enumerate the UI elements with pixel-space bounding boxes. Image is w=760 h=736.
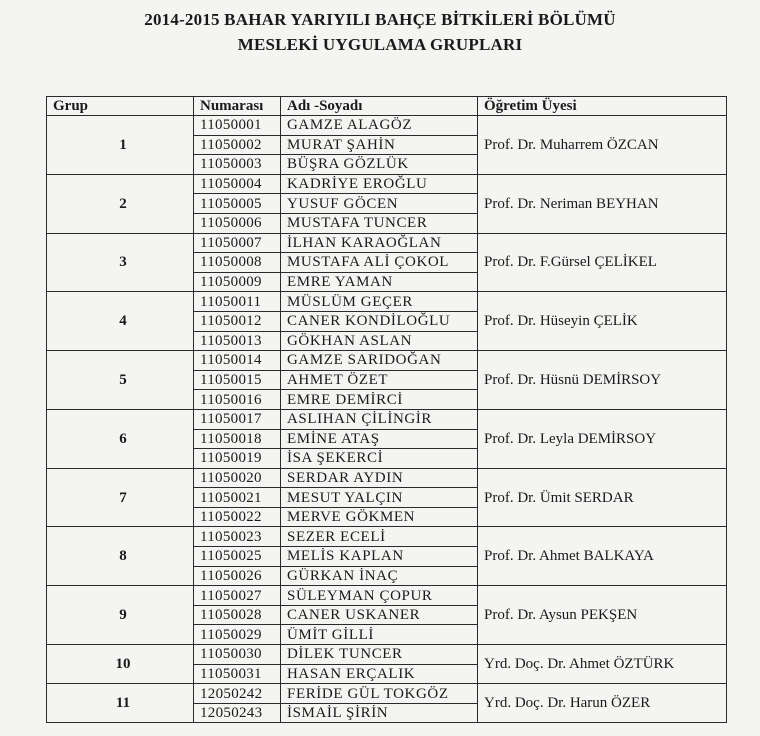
column-header-ad-soyad: Adı -Soyadı bbox=[281, 97, 478, 116]
table-row bbox=[47, 684, 727, 704]
column-header-grup: Grup bbox=[47, 97, 194, 116]
student-number: 12050243 bbox=[194, 703, 281, 723]
student-name: MUSTAFA TUNCER bbox=[281, 213, 478, 233]
document-subtitle: MESLEKİ UYGULAMA GRUPLARI bbox=[237, 35, 523, 54]
table-row bbox=[47, 468, 727, 488]
student-name: MURAT ŞAHİN bbox=[281, 135, 478, 155]
column-header-ogretim-uyesi: Öğretim Üyesi bbox=[478, 97, 727, 116]
table-row bbox=[47, 233, 727, 253]
student-number: 11050007 bbox=[194, 233, 281, 253]
student-number: 11050008 bbox=[194, 253, 281, 273]
student-number: 11050022 bbox=[194, 507, 281, 527]
student-number: 11050002 bbox=[194, 135, 281, 155]
group-number: 8 bbox=[47, 527, 194, 586]
student-number: 11050019 bbox=[194, 449, 281, 469]
student-number: 11050005 bbox=[194, 194, 281, 214]
student-name: YUSUF GÖCEN bbox=[281, 194, 478, 214]
group-number: 6 bbox=[47, 409, 194, 468]
student-name: FERİDE GÜL TOKGÖZ bbox=[281, 684, 478, 704]
group-number: 4 bbox=[47, 292, 194, 351]
student-number: 11050021 bbox=[194, 488, 281, 508]
student-number: 11050028 bbox=[194, 605, 281, 625]
group-number: 1 bbox=[47, 116, 194, 175]
student-number: 11050020 bbox=[194, 468, 281, 488]
groups-table bbox=[46, 96, 727, 723]
advisor-name: Prof. Dr. Ahmet BALKAYA bbox=[478, 527, 727, 586]
student-name: İLHAN KARAOĞLAN bbox=[281, 233, 478, 253]
student-number: 11050003 bbox=[194, 155, 281, 175]
advisor-name: Prof. Dr. Ümit SERDAR bbox=[478, 468, 727, 527]
student-number: 11050025 bbox=[194, 547, 281, 567]
student-number: 11050026 bbox=[194, 566, 281, 586]
student-number: 11050014 bbox=[194, 351, 281, 371]
student-name: MÜSLÜM GEÇER bbox=[281, 292, 478, 312]
student-name: GAMZE ALAGÖZ bbox=[281, 116, 478, 136]
student-name: MELİS KAPLAN bbox=[281, 547, 478, 567]
student-name: AHMET ÖZET bbox=[281, 370, 478, 390]
advisor-name: Prof. Dr. Hüseyin ÇELİK bbox=[478, 292, 727, 351]
table-row bbox=[47, 527, 727, 547]
advisor-name: Prof. Dr. Aysun PEKŞEN bbox=[478, 586, 727, 645]
advisor-name: Prof. Dr. F.Gürsel ÇELİKEL bbox=[478, 233, 727, 292]
student-number: 11050027 bbox=[194, 586, 281, 606]
student-name: MERVE GÖKMEN bbox=[281, 507, 478, 527]
student-name: SEZER ECELİ bbox=[281, 527, 478, 547]
group-number: 9 bbox=[47, 586, 194, 645]
student-number: 11050017 bbox=[194, 409, 281, 429]
table-row bbox=[47, 174, 727, 194]
student-number: 11050004 bbox=[194, 174, 281, 194]
student-name: EMRE YAMAN bbox=[281, 272, 478, 292]
table-row bbox=[47, 645, 727, 665]
student-number: 11050016 bbox=[194, 390, 281, 410]
table-row bbox=[47, 409, 727, 429]
group-number: 7 bbox=[47, 468, 194, 527]
document-title: 2014-2015 BAHAR YARIYILI BAHÇE BİTKİLERİ BÖLÜMÜ bbox=[144, 10, 616, 29]
table-row bbox=[47, 116, 727, 136]
student-number: 11050030 bbox=[194, 645, 281, 665]
student-name: EMRE DEMİRCİ bbox=[281, 390, 478, 410]
student-name: HASAN ERÇALIK bbox=[281, 664, 478, 684]
advisor-name: Prof. Dr. Muharrem ÖZCAN bbox=[478, 116, 727, 175]
student-name: GÖKHAN ASLAN bbox=[281, 331, 478, 351]
student-name: EMİNE ATAŞ bbox=[281, 429, 478, 449]
student-number: 11050015 bbox=[194, 370, 281, 390]
column-header-numara: Numarası bbox=[194, 97, 281, 116]
table-row bbox=[47, 292, 727, 312]
student-name: GÜRKAN İNAÇ bbox=[281, 566, 478, 586]
student-number: 11050009 bbox=[194, 272, 281, 292]
student-name: İSA ŞEKERCİ bbox=[281, 449, 478, 469]
student-number: 11050018 bbox=[194, 429, 281, 449]
student-name: MESUT YALÇIN bbox=[281, 488, 478, 508]
advisor-name: Prof. Dr. Hüsnü DEMİRSOY bbox=[478, 351, 727, 410]
table-body bbox=[47, 116, 727, 723]
table-row bbox=[47, 351, 727, 371]
table-row bbox=[47, 586, 727, 606]
student-number: 11050006 bbox=[194, 213, 281, 233]
student-number: 11050031 bbox=[194, 664, 281, 684]
advisor-name: Yrd. Doç. Dr. Ahmet ÖZTÜRK bbox=[478, 645, 727, 684]
student-name: BÜŞRA GÖZLÜK bbox=[281, 155, 478, 175]
student-name: DİLEK TUNCER bbox=[281, 645, 478, 665]
student-number: 12050242 bbox=[194, 684, 281, 704]
student-name: ÜMİT GİLLİ bbox=[281, 625, 478, 645]
student-number: 11050029 bbox=[194, 625, 281, 645]
group-number: 3 bbox=[47, 233, 194, 292]
student-name: CANER USKANER bbox=[281, 605, 478, 625]
student-number: 11050023 bbox=[194, 527, 281, 547]
group-number: 11 bbox=[47, 684, 194, 723]
student-number: 11050013 bbox=[194, 331, 281, 351]
student-name: SERDAR AYDIN bbox=[281, 468, 478, 488]
student-name: SÜLEYMAN ÇOPUR bbox=[281, 586, 478, 606]
student-name: CANER KONDİLOĞLU bbox=[281, 311, 478, 331]
advisor-name: Prof. Dr. Leyla DEMİRSOY bbox=[478, 409, 727, 468]
advisor-name: Prof. Dr. Neriman BEYHAN bbox=[478, 174, 727, 233]
student-name: KADRİYE EROĞLU bbox=[281, 174, 478, 194]
student-number: 11050011 bbox=[194, 292, 281, 312]
group-number: 5 bbox=[47, 351, 194, 410]
advisor-name: Yrd. Doç. Dr. Harun ÖZER bbox=[478, 684, 727, 723]
student-number: 11050012 bbox=[194, 311, 281, 331]
table-header-row bbox=[47, 97, 727, 116]
student-name: ASLIHAN ÇİLİNGİR bbox=[281, 409, 478, 429]
student-name: MUSTAFA ALİ ÇOKOL bbox=[281, 253, 478, 273]
group-number: 2 bbox=[47, 174, 194, 233]
group-number: 10 bbox=[47, 645, 194, 684]
student-number: 11050001 bbox=[194, 116, 281, 136]
student-name: İSMAİL ŞİRİN bbox=[281, 703, 478, 723]
student-name: GAMZE SARIDOĞAN bbox=[281, 351, 478, 371]
